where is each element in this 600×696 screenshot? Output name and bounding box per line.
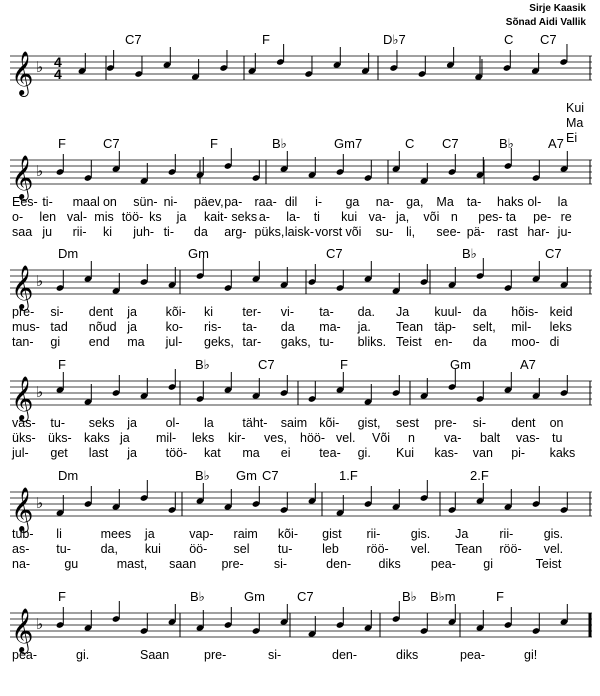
lyric-syllable: vel. [410, 542, 431, 556]
lyric-syllable: ja, [396, 210, 410, 224]
lyric-syllable: kui [144, 542, 161, 556]
staff-system [10, 246, 592, 349]
lyric-syllable: seks [88, 416, 115, 430]
lyric-syllable: sel [233, 542, 250, 556]
chord-symbol: C7 [545, 246, 562, 261]
chord-symbol: Dm [58, 246, 79, 261]
chord-symbol: C [504, 32, 514, 47]
key-signature-flat: ♭ [36, 383, 44, 401]
lyric-syllable: ma- [319, 320, 341, 334]
chord-symbol: C7 [103, 136, 120, 151]
lyric-syllable: Või [372, 431, 391, 445]
lyric-syllable: mast, [116, 557, 148, 571]
lyric-syllable: leks [549, 320, 572, 334]
chord-symbol: D♭7 [383, 32, 406, 47]
lyric-syllable: ta- [242, 320, 257, 334]
lyric-syllable: ol- [165, 416, 180, 430]
lyric-syllable: ti- [163, 225, 175, 239]
lyric-syllable: pi- [511, 446, 526, 460]
lyric-syllable: Ja [396, 305, 410, 319]
lyric-syllable: Teist [535, 557, 562, 571]
chord-symbol: F [210, 136, 218, 151]
lyric-syllable: nõud [88, 320, 117, 334]
lyric-syllable: kõi- [319, 416, 340, 430]
lyric-syllable: ma [242, 446, 260, 460]
chord-symbol: F [262, 32, 270, 47]
lyric-syllable: su- [375, 225, 394, 239]
lyric-syllable: har- [527, 225, 550, 239]
lyric-syllable: Tean [396, 320, 424, 334]
lyric-syllable: tad [50, 320, 68, 334]
lyric-syllable: kõi- [165, 305, 186, 319]
lyric-syllable: ja. [357, 320, 371, 334]
lyric-syllable: röö- [499, 542, 522, 556]
key-signature-flat: ♭ [36, 162, 44, 180]
lyric-syllable: van [472, 446, 493, 460]
lyric-syllable: den- [326, 557, 352, 571]
lyric-syllable: kat [204, 446, 221, 460]
lyric-syllable: sest [396, 416, 419, 430]
lyric-syllable: diks [378, 557, 401, 571]
key-signature-flat: ♭ [36, 272, 44, 290]
lyric-syllable: pä- [466, 225, 485, 239]
chord-symbol: C7 [297, 589, 314, 604]
lyric-syllable: Ei [566, 131, 578, 145]
key-signature-flat: ♭ [36, 58, 44, 76]
lyric-syllable: tu [552, 431, 563, 445]
lyric-syllable: töö- [121, 210, 144, 224]
lyric-syllable: da [193, 225, 208, 239]
lyric-syllable: sün- [133, 195, 158, 209]
chord-symbol: F [58, 136, 66, 151]
lyric-syllable: ti [313, 210, 320, 224]
lyric-syllable: või [345, 225, 362, 239]
chord-symbol: C7 [258, 357, 275, 372]
chord-symbol: F [496, 589, 504, 604]
lyric-syllable: geks, [204, 335, 234, 349]
lyric-syllable: o- [12, 210, 24, 224]
treble-clef: 𝄞 [11, 155, 34, 199]
lyric-syllable: gi. [357, 446, 371, 460]
lyric-syllable: saan [169, 557, 197, 571]
lyric-syllable: seks [231, 210, 258, 224]
lyric-syllable: dent [511, 416, 536, 430]
lyric-syllable: gi. [76, 648, 90, 662]
lyric-syllable: kõi- [277, 527, 299, 541]
chord-symbol: B♭ [499, 136, 514, 151]
lyric-syllable: täp- [434, 320, 456, 334]
lyric-syllable: leb [322, 542, 339, 556]
lyric-syllable: last [88, 446, 109, 460]
lyric-syllable: vel. [336, 431, 356, 445]
lyric-syllable: diks [396, 648, 419, 662]
lyric-syllable: n [408, 431, 415, 445]
lyric-syllable: ki [102, 225, 112, 239]
lyric-syllable: gist [322, 527, 342, 541]
lyric-syllable: va- [444, 431, 462, 445]
lyric-syllable: balt [480, 431, 501, 445]
lyric-syllable: kaks [549, 446, 576, 460]
lyric-syllable: ma [127, 335, 145, 349]
chord-symbol: C7 [262, 468, 279, 483]
lyric-syllable: dent [88, 305, 114, 319]
lyric-syllable: i- [315, 195, 323, 209]
lyric-syllable: ja [127, 446, 137, 460]
lyric-syllable: rii- [72, 225, 87, 239]
lyric-syllable: täht- [242, 416, 268, 430]
lyric-syllable: ta- [319, 305, 334, 319]
lyric-syllable: la [557, 195, 568, 209]
lyric-syllable: Ma [566, 116, 584, 130]
lyric-syllable: või [423, 210, 440, 224]
chord-symbol: F [58, 589, 66, 604]
lyric-syllable: kait- [204, 210, 228, 224]
lyric-syllable: gi [483, 557, 494, 571]
treble-clef: 𝄞 [11, 487, 34, 531]
lyric-syllable: tan- [12, 335, 34, 349]
lyric-syllable: ko- [165, 320, 183, 334]
lyric-syllable: ja [127, 305, 137, 319]
lyric-syllable: na- [12, 557, 31, 571]
lyric-syllable: pe- [533, 210, 552, 224]
treble-clef: 𝄞 [11, 265, 34, 309]
lyric-syllable: a- [258, 210, 270, 224]
lyric-syllable: la- [286, 210, 301, 224]
lyric-syllable: si- [472, 416, 487, 430]
lyric-syllable: laisk- [284, 225, 315, 239]
chord-symbol: B♭ [462, 246, 477, 261]
chord-symbol: C7 [540, 32, 557, 47]
lyric-syllable: pre- [204, 648, 227, 662]
lyric-syllable: jul- [12, 446, 29, 460]
lyric-syllable: kui [341, 210, 358, 224]
lyric-syllable: Teist [396, 335, 422, 349]
chord-symbol: C [405, 136, 415, 151]
lyric-syllable: ja [120, 431, 130, 445]
lyric-syllable: pes- [478, 210, 503, 224]
lyric-syllable: ris- [204, 320, 222, 334]
lyric-syllable: re [560, 210, 572, 224]
lyric-syllable: n [450, 210, 458, 224]
lyric-syllable: val- [66, 210, 88, 224]
lyric-syllable: tu- [319, 335, 334, 349]
lyric-syllable: vi- [280, 305, 295, 319]
lyric-syllable: ks [149, 210, 162, 224]
lyric-syllable: pre- [434, 416, 457, 430]
lyric-syllable: gis. [543, 527, 564, 541]
chord-symbol: B♭ [195, 357, 210, 372]
lyric-syllable: kuul- [434, 305, 462, 319]
lyric-syllable: gist, [357, 416, 381, 430]
lyric-syllable: ju [42, 225, 53, 239]
lyric-syllable: pea- [460, 648, 486, 662]
lyric-syllable: en- [434, 335, 453, 349]
lyric-syllable: si- [50, 305, 64, 319]
lyric-syllable: on [549, 416, 564, 430]
lyric-syllable: püks, [254, 225, 285, 239]
chord-symbol: 2.F [470, 468, 489, 483]
lyric-syllable: ja [176, 210, 187, 224]
lyric-syllable: Ja [455, 527, 469, 541]
lyric-syllable: ga, [406, 195, 424, 209]
time-sig-top: 4 [54, 54, 62, 70]
lyric-syllable: da [472, 335, 487, 349]
lyric-syllable: maal [72, 195, 100, 209]
lyric-syllable: saim [280, 416, 308, 430]
lyric-syllable: vas- [12, 416, 36, 430]
lyric-syllable: Kui [566, 101, 585, 115]
lyric-syllable: üks- [12, 431, 36, 445]
lyric-syllable: kir- [228, 431, 246, 445]
chord-symbol: F [340, 357, 348, 372]
lyric-syllable: len [39, 210, 57, 224]
lyric-syllable: moo- [511, 335, 540, 349]
lyric-syllable: gu [64, 557, 79, 571]
lyric-syllable: Ees- [12, 195, 38, 209]
lyric-syllable: ki [204, 305, 214, 319]
lyric-syllable: pre- [12, 305, 35, 319]
lyric-syllable: raim [233, 527, 258, 541]
lyric-syllable: bliks. [357, 335, 387, 349]
lyric-syllable: mees [100, 527, 132, 541]
chord-symbol: B♭ [190, 589, 205, 604]
lyric-syllable: Ma [436, 195, 454, 209]
lyric-syllable: arg- [224, 225, 247, 239]
lyric-syllable: tar- [242, 335, 262, 349]
chord-symbol: Gm [450, 357, 471, 372]
lyric-syllable: pa- [224, 195, 243, 209]
lyric-syllable: end [88, 335, 110, 349]
lyric-syllable: va- [368, 210, 386, 224]
chord-symbol: F [58, 357, 66, 372]
lyric-syllable: kas- [434, 446, 459, 460]
lyric-syllable: pea- [12, 648, 38, 662]
lyric-syllable: mil- [156, 431, 177, 445]
lyric-syllable: gi! [524, 648, 538, 662]
key-signature-flat: ♭ [36, 615, 44, 633]
treble-clef: 𝄞 [11, 51, 34, 95]
lyric-syllable: ol- [527, 195, 542, 209]
lyric-syllable: juh- [133, 225, 155, 239]
lyric-syllable: pea- [430, 557, 456, 571]
lyric-syllable: hõis- [511, 305, 539, 319]
time-sig-bottom: 4 [54, 66, 62, 82]
chord-symbol: B♭m [430, 589, 456, 604]
lyric-syllable: tu- [56, 542, 71, 556]
chord-symbol: A7 [548, 136, 564, 151]
chord-symbol: B♭ [402, 589, 417, 604]
chord-symbol: Gm [236, 468, 257, 483]
lyric-syllable: mis [94, 210, 114, 224]
chord-symbol: Dm [58, 468, 79, 483]
lyric-syllable: töö- [165, 446, 188, 460]
lyric-syllable: päev, [193, 195, 224, 209]
lyric-syllable: gi [50, 335, 61, 349]
chord-symbol: B♭ [195, 468, 210, 483]
staff-system [10, 136, 592, 239]
lyric-syllable: ja [127, 320, 137, 334]
lyric-syllable: vap- [189, 527, 214, 541]
lyric-syllable: ti- [42, 195, 53, 209]
lyric-syllable: on [102, 195, 117, 209]
lyric-syllable: kaks [84, 431, 110, 445]
lyric-syllable: ves, [264, 431, 287, 445]
lyric-syllable: öö- [189, 542, 208, 556]
chord-symbol: C7 [326, 246, 343, 261]
lyric-syllable: da [472, 305, 487, 319]
lyric-syllable: ei [280, 446, 291, 460]
lyric-syllable: den- [332, 648, 358, 662]
lyric-syllable: ga [345, 195, 360, 209]
staff-system [10, 468, 592, 571]
lyric-syllable: üks- [48, 431, 72, 445]
lyric-syllable: vas- [516, 431, 540, 445]
lyric-syllable: rast [497, 225, 518, 239]
lyric-syllable: ta- [466, 195, 482, 209]
lyric-syllable: li [56, 527, 62, 541]
lyric-syllable: saa [12, 225, 33, 239]
chord-symbol: 1.F [339, 468, 358, 483]
lyric-syllable: Kui [396, 446, 415, 460]
lyric-syllable: get [50, 446, 68, 460]
lyric-syllable: ter- [242, 305, 262, 319]
lyric-syllable: röö- [366, 542, 389, 556]
lyric-syllable: vel. [543, 542, 564, 556]
lyric-syllable: ja [144, 527, 155, 541]
chord-symbol: Gm [188, 246, 209, 261]
lyric-syllable: vorst [315, 225, 343, 239]
lyric-syllable: tea- [319, 446, 341, 460]
lyric-syllable: selt, [472, 320, 496, 334]
lyric-syllable: rii- [499, 527, 514, 541]
lyric-syllable: tu- [50, 416, 65, 430]
treble-clef: 𝄞 [11, 608, 34, 652]
lyric-syllable: jul- [165, 335, 183, 349]
lyric-syllable: pre- [221, 557, 244, 571]
chord-symbol: Gm7 [334, 136, 363, 151]
staff-system [10, 32, 592, 145]
key-signature-flat: ♭ [36, 494, 44, 512]
lyric-syllable: raa- [254, 195, 277, 209]
chord-symbol: B♭ [272, 136, 287, 151]
lyric-syllable: gaks, [280, 335, 311, 349]
lyric-syllable: la [204, 416, 214, 430]
lyric-syllable: da. [357, 305, 375, 319]
lyric-syllable: mus- [12, 320, 40, 334]
lyric-syllable: ju- [557, 225, 572, 239]
staff-system [10, 357, 592, 460]
lyric-syllable: li, [406, 225, 416, 239]
lyricist-credit: Sõnad Aidi Vallik [505, 17, 586, 28]
lyric-syllable: rii- [366, 527, 381, 541]
lyric-syllable: haks [497, 195, 524, 209]
chord-symbol: Gm [244, 589, 265, 604]
lyric-syllable: ja [127, 416, 137, 430]
chord-symbol: C7 [125, 32, 142, 47]
composer-credit: Sirje Kaasik [529, 3, 586, 14]
lyric-syllable: gis. [410, 527, 431, 541]
lyric-syllable: leks [192, 431, 215, 445]
lyric-syllable: Tean [455, 542, 483, 556]
lyric-syllable: höö- [300, 431, 326, 445]
lyric-syllable: tub- [12, 527, 34, 541]
lyric-syllable: da [280, 320, 295, 334]
lyric-syllable: keid [549, 305, 573, 319]
lyric-syllable: ta [505, 210, 517, 224]
lyric-syllable: see- [436, 225, 461, 239]
chord-symbol: A7 [520, 357, 536, 372]
staff-system [10, 589, 592, 662]
chord-symbol: C7 [442, 136, 459, 151]
lyric-syllable: ni- [163, 195, 178, 209]
lyric-syllable: si- [273, 557, 288, 571]
lyric-syllable: mil- [511, 320, 532, 334]
lyric-syllable: da, [100, 542, 119, 556]
lyric-syllable: Saan [140, 648, 170, 662]
lyric-syllable: as- [12, 542, 30, 556]
lyric-syllable: di [549, 335, 560, 349]
lyric-syllable: na- [375, 195, 394, 209]
lyric-syllable: si- [268, 648, 282, 662]
lyric-syllable: dil [284, 195, 298, 209]
treble-clef: 𝄞 [11, 376, 34, 420]
lyric-syllable: tu- [277, 542, 293, 556]
